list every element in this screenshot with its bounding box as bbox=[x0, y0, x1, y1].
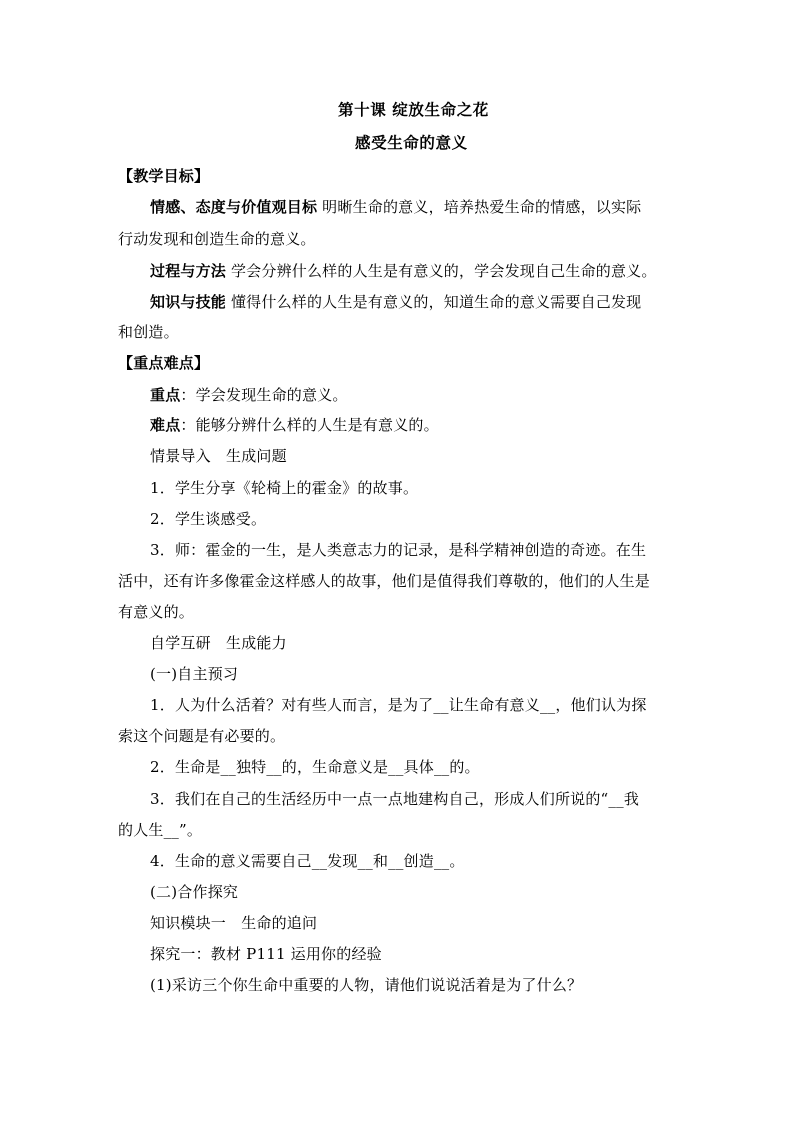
lesson-title: 第十课 绽放生命之花 bbox=[338, 100, 489, 119]
process-objective bbox=[150, 261, 657, 281]
emotion-objective bbox=[150, 197, 641, 217]
explore-1-heading: 探究一：教材 P111 运用你的经验 bbox=[150, 945, 382, 963]
focus-text: ：学会发现生命的意义。 bbox=[180, 386, 348, 404]
emotion-label: 情感、态度与价值观目标 bbox=[150, 198, 318, 216]
knowledge-text: 懂得什么样的人生是有意义的，知道生命的意义需要自己发现 bbox=[226, 293, 642, 311]
process-label: 过程与方法 bbox=[150, 262, 227, 280]
preview-question-1: 1．人为什么活着？对有些人而言，是为了__让生命有意义__，他们认为探 bbox=[150, 696, 647, 714]
intro-item-1: 1．学生分享《轮椅上的霍金》的故事。 bbox=[150, 479, 419, 497]
difficulty-text: ：能够分辨什么样的人生是有意义的。 bbox=[180, 416, 439, 434]
preview-question-4: 4．生命的意义需要自己__发现__和__创造__。 bbox=[150, 852, 465, 870]
explore-1-question-1: (1)采访三个你生命中重要的人物，请他们说说活着是为了什么？ bbox=[150, 976, 583, 994]
intro-heading: 情景导入 生成问题 bbox=[150, 447, 287, 465]
self-study-heading: 自学互研 生成能力 bbox=[150, 634, 287, 652]
difficulty-label: 难点 bbox=[150, 416, 181, 434]
emotion-objective-cont: 行动发现和创造生命的意义。 bbox=[118, 230, 316, 248]
knowledge-label: 知识与技能 bbox=[150, 293, 227, 311]
knowledge-objective bbox=[150, 292, 641, 312]
emotion-text: 明晰生命的意义，培养热爱生命的情感，以实际 bbox=[317, 198, 642, 216]
intro-item-3: 3．师：霍金的一生，是人类意志力的记录，是科学精神创造的奇迹。在生 bbox=[150, 541, 647, 559]
intro-item-3-cont-1: 活中，还有许多像霍金这样感人的故事，他们是值得我们尊敬的，他们的人生是 bbox=[118, 572, 651, 590]
preview-question-3: 3．我们在自己的生活经历中一点一点地建构自己，形成人们所说的“__我 bbox=[150, 790, 640, 808]
objectives-heading: 【教学目标】 bbox=[118, 167, 210, 185]
process-text: 学会分辨什么样的人生是有意义的，学会发现自己生命的意义。 bbox=[226, 262, 657, 280]
knowledge-objective-cont: 和创造。 bbox=[118, 323, 179, 341]
lesson-subtitle: 感受生命的意义 bbox=[355, 133, 468, 152]
preview-heading: (一)自主预习 bbox=[150, 665, 239, 683]
intro-item-3-cont-2: 有意义的。 bbox=[118, 603, 195, 621]
difficulty-point bbox=[150, 415, 439, 435]
preview-question-3-cont: 的人生__”。 bbox=[118, 821, 203, 839]
cooperation-heading: (二)合作探究 bbox=[150, 883, 239, 901]
preview-question-1-cont: 索这个问题是有必要的。 bbox=[118, 727, 286, 745]
intro-item-2: 2．学生谈感受。 bbox=[150, 510, 267, 528]
focus-label: 重点 bbox=[150, 386, 181, 404]
preview-question-2: 2．生命是__独特__的，生命意义是__具体__的。 bbox=[150, 758, 480, 776]
focus-point bbox=[150, 385, 348, 405]
module-1-heading: 知识模块一 生命的追问 bbox=[150, 914, 318, 932]
key-points-heading: 【重点难点】 bbox=[118, 354, 210, 372]
